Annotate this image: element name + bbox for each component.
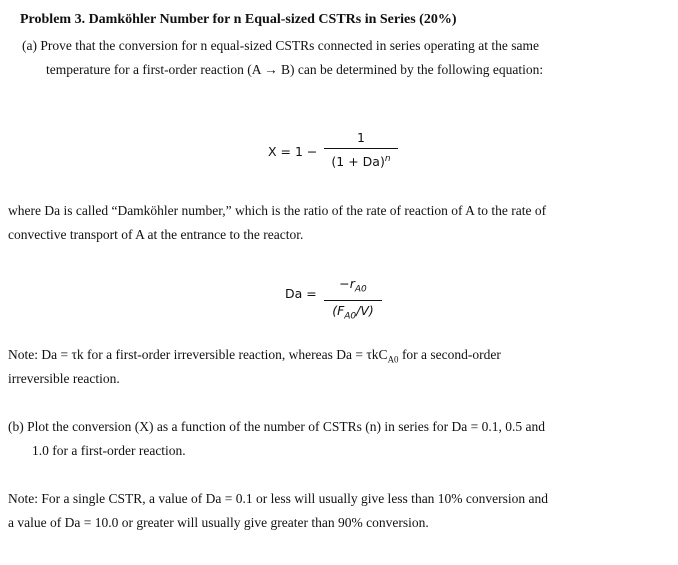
equation-1-exponent: n xyxy=(384,154,391,164)
equation-2-numerator xyxy=(339,276,367,298)
equation-2-denominator-close: /V) xyxy=(356,302,374,318)
note-1-text-b: for a second-order xyxy=(398,347,501,362)
equation-2-numerator-text: −r xyxy=(339,276,355,291)
note-2-line-2: a value of Da = 10.0 or greater will usually give greater than 90% conversion. xyxy=(8,515,429,530)
equation-2-fraction-bar xyxy=(324,300,382,301)
part-b-line-1: (b) Plot the conversion (X) as a function of the number of CSTRs (n) in series for Da = 0.1, 0.5 and xyxy=(8,419,546,434)
equation-1-numerator: 1 xyxy=(357,130,365,145)
equation-2-denominator-sub: A0 xyxy=(344,311,357,321)
equation-1-fraction xyxy=(324,130,398,170)
note-1-sub: A0 xyxy=(387,354,399,365)
part-b-line-2: 1.0 for a first-order reaction. xyxy=(32,443,186,458)
part-a-line-1: (a) Prove that the conversion for n equal-sized CSTRs connected in series operating at the same xyxy=(22,38,539,53)
where-line-2: convective transport of A at the entrance to the reactor. xyxy=(8,227,304,242)
equation-1-denominator xyxy=(331,151,390,170)
note-1-line-1 xyxy=(8,347,501,365)
equation-2-denominator-open: (F xyxy=(332,302,345,318)
equation-1-lhs: X = 1 − xyxy=(268,144,318,159)
equation-2-denominator xyxy=(332,303,374,325)
part-a-line-2: temperature for a first-order reaction (A → B) can be determined by the following equation: xyxy=(46,62,544,77)
note-1-text-a: Note: Da = τk for a first-order irreversible reaction, whereas Da = τkC xyxy=(8,347,388,362)
note-2-line-1: Note: For a single CSTR, a value of Da = 0.1 or less will usually give less than 10% conversion and xyxy=(8,491,549,506)
equation-1-fraction-bar xyxy=(324,148,398,149)
where-line-1: where Da is called “Damköhler number,” which is the ratio of the rate of reaction of A to the rate of xyxy=(8,203,547,218)
equation-2-lhs: Da = xyxy=(285,286,317,301)
note-1-line-2: irreversible reaction. xyxy=(8,371,120,386)
equation-2-fraction xyxy=(324,276,382,324)
problem-title: Problem 3. Damköhler Number for n Equal-sized CSTRs in Series (20%) xyxy=(20,12,457,27)
equation-1-denominator-base: (1 + Da) xyxy=(331,154,385,170)
equation-2-numerator-sub: A0 xyxy=(354,284,367,295)
